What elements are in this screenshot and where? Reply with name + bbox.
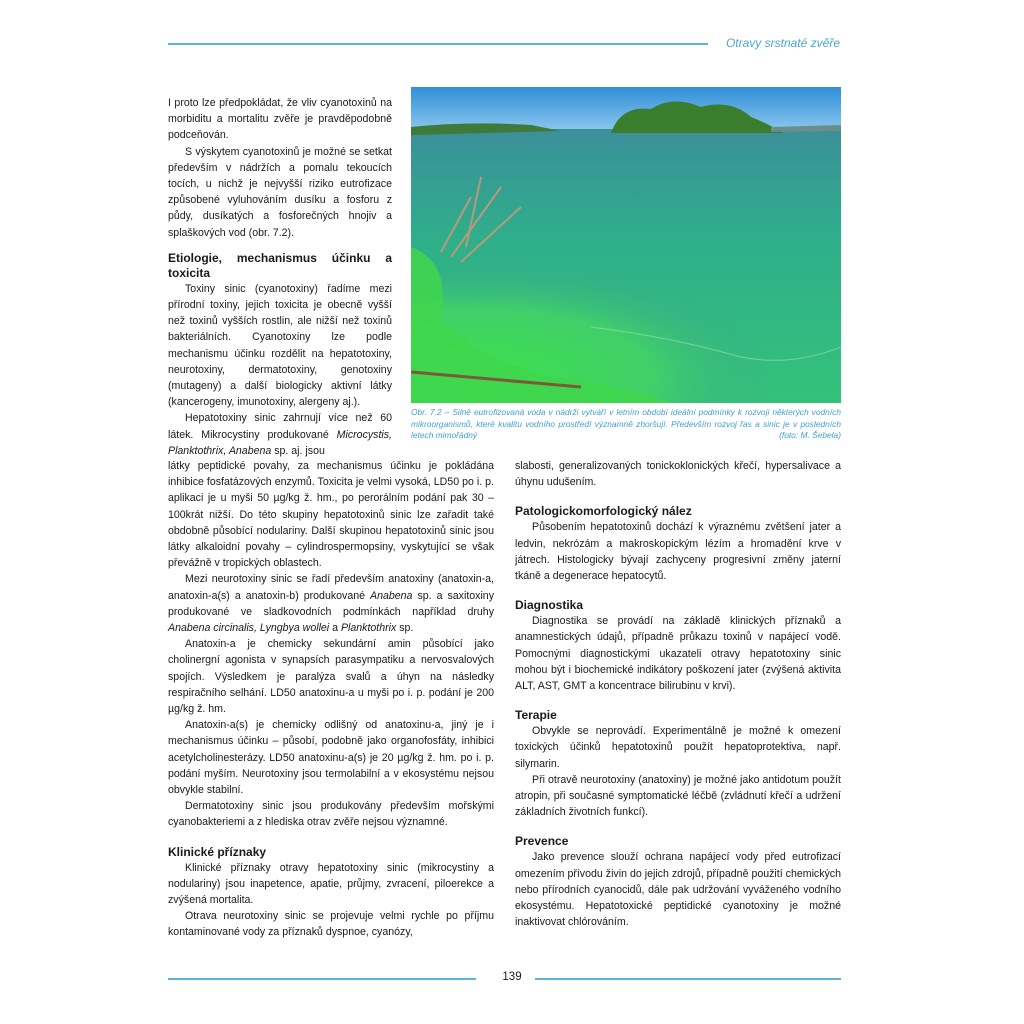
paragraph: Obvykle se neprovádí. Experimentálně je možné k omezení toxických účinků hepatotoxinů použít hepatoprotektiva, např. silymarin. <box>515 725 841 770</box>
paragraph: Toxiny sinic (cyanotoxiny) řadíme mezi přírodní toxiny, jejich toxicita je obecně vyšší než toxinů vyšších rostlin, ale nižší než toxinů bakteriálních. Cyanotoxiny lze podle mechanismu účinku rozdělit na hepatotoxiny, neurotoxiny, dermatotoxiny, genotoxiny (mutageny) a další biologicky aktivní látky (kancerogeny, imunotoxiny, alergeny aj.). <box>168 282 392 409</box>
section-heading-diagnostika: Diagnostika <box>515 598 584 613</box>
paragraph: Klinické příznaky otravy hepatotoxiny sinic (mikrocystiny a nodulariny) jsou inapetence, apatie, průjmy, zvracení, piloerekce a zvýšená mortalita. <box>168 861 494 907</box>
paragraph: S výskytem cyanotoxinů je možné se setkat především v nádržích a pomalu tekoucích tocích, u nichž je nejvyšší riziko eutrofizace způsobené vyluhováním dusíku a fosforu z půdy, dusíkatých a fosforečných hnojiv a splaškových vod (obr. 7.2). <box>168 145 392 239</box>
paragraph: Otrava neurotoxiny sinic se projevuje velmi rychle po příjmu kontaminované vody za příznaků dyspnoe, cyanózy, <box>168 910 494 939</box>
section-heading-prevence: Prevence <box>515 834 569 849</box>
figure-photo <box>411 87 841 403</box>
running-header: Otravy srstnaté zvěře <box>725 36 840 50</box>
header-rule <box>168 43 708 45</box>
paragraph: Dermatotoxiny sinic jsou produkovány především mořskými cyanobakteriemi a z hlediska otrav zvěře nejsou významné. <box>168 800 494 829</box>
paragraph: I proto lze předpokládat, že vliv cyanotoxinů na morbiditu a mortalitu zvěře je pravděpodobně podceňován. <box>168 97 392 142</box>
section-heading-klinicke: Klinické příznaky <box>168 844 267 859</box>
paragraph: látky peptidické povahy, za mechanismus účinku je pokládána inhibice fosfatázových enzymů. Toxicita je velmi vysoká, LD50 po i. p. aplikaci je u myši 50 µg/kg ž. hm., po perorálním podání pak 30 – 100krát nižší. Do této skupiny hepatotoxinů sinic lze zařadit také obdobně působící nodulariny. Další skupinou hepatotoxinů sinic jsou látky alkaloidní povahy – cylindrospermopsiny, vyskytující se však převážně v tropických oblastech. <box>168 460 494 570</box>
paragraph: Působením hepatotoxinů dochází k výraznému zvětšení jater a ledvin, nekrózám a makroskopickým lézím a hromadění krve v játrech. Histologicky bývají zachyceny progresivní změny jaterní tkáně a degenerace hepatocytů. <box>515 521 841 583</box>
paragraph: Jako prevence slouží ochrana napájecí vody před eutrofizací omezením přívodu živin do jejich zdrojů, případně použití chemických nebo přírodních cyanocidů, dále pak udržování vyváženého vodního ekosystému. Hepatotoxické peptidické cyanotoxiny je možné inaktivovat chlórováním. <box>515 851 841 929</box>
paragraph: Diagnostika se provádí na základě klinických příznaků a anamnestických údajů, případně průkazu toxinů v napájecí vodě. Pomocnými diagnostickými ukazateli otravy hepatotoxiny sinic mohou být i biochemické indikátory poškození jater (zvýšená aktivita ALT, AST, GMT a koncentrace bilirubinu v krvi). <box>515 615 841 693</box>
section-heading-terapie: Terapie <box>515 708 557 723</box>
section-heading-patologicky: Patologickomorfologický nález <box>515 504 692 519</box>
section-heading-etiologie: Etiologie, mechanismus účinku a toxicita <box>168 250 392 280</box>
left-column <box>168 95 392 459</box>
right-column <box>515 458 841 930</box>
paragraph: slabosti, generalizovaných tonickoklonických křečí, hypersalivace a úhynu udušením. <box>515 460 841 489</box>
eutrophic-lake-photo <box>411 87 841 403</box>
left-column-lower <box>168 458 494 941</box>
paragraph: Anatoxin-a(s) je chemicky odlišný od anatoxinu-a, jiný je i mechanismus účinku – působí, podobně jako organofosfáty, inhibici acetylcholinesterázy. LD50 anatoxinu-a(s) je 20 µg/kg ž. hm. po i. p. podání myším. Neurotoxiny jsou termolabilní a v ekosystému nejsou obvykle stabilní. <box>168 719 494 797</box>
paragraph: Při otravě neurotoxiny (anatoxiny) je možné jako antidotum použít atropin, při současné symptomatické léčbě (zvládnutí křečí a udržení základních životních funkcí). <box>515 773 841 819</box>
figure-caption: Obr. 7.2 – Silně eutrofizovaná voda v nádrži vytváří v letním období ideální podmínky k rozvoji některých vodních mikroorganismů, které kvalitu vodního prostředí významně zhoršují. Především rozvoj řas a sinic je v posledních letech mimořádný (foto: M. Šebela) <box>411 407 841 440</box>
paragraph: Mezi neurotoxiny sinic se řadí především anatoxiny (anatoxin-a, anatoxin-a(s) a anatoxin-b) produkované Anabena sp. a saxitoxiny produkované ve sladkovodních podmínkách například druhy Anabena circinalis, Lyngbya wollei a Planktothrix sp. <box>168 573 494 635</box>
photo-credit: (foto: M. Šebela) <box>779 430 841 440</box>
page-number: 139 <box>502 971 522 983</box>
paragraph: Hepatotoxiny sinic zahrnují více než 60 látek. Mikrocystiny produkované Microcystis, Planktothrix, Anabena sp. aj. jsou <box>168 412 392 457</box>
paragraph: Anatoxin-a je chemicky sekundární amin působící jako cholinergní agonista v synapsích parasympatiku a nervosvalových spojích. Výsledkem je paralýza svalů a úhyn na následky respiračního selhání. LD50 anatoxinu-a u myši po i. p. podání je 200 µg/kg ž. hm. <box>168 638 494 716</box>
